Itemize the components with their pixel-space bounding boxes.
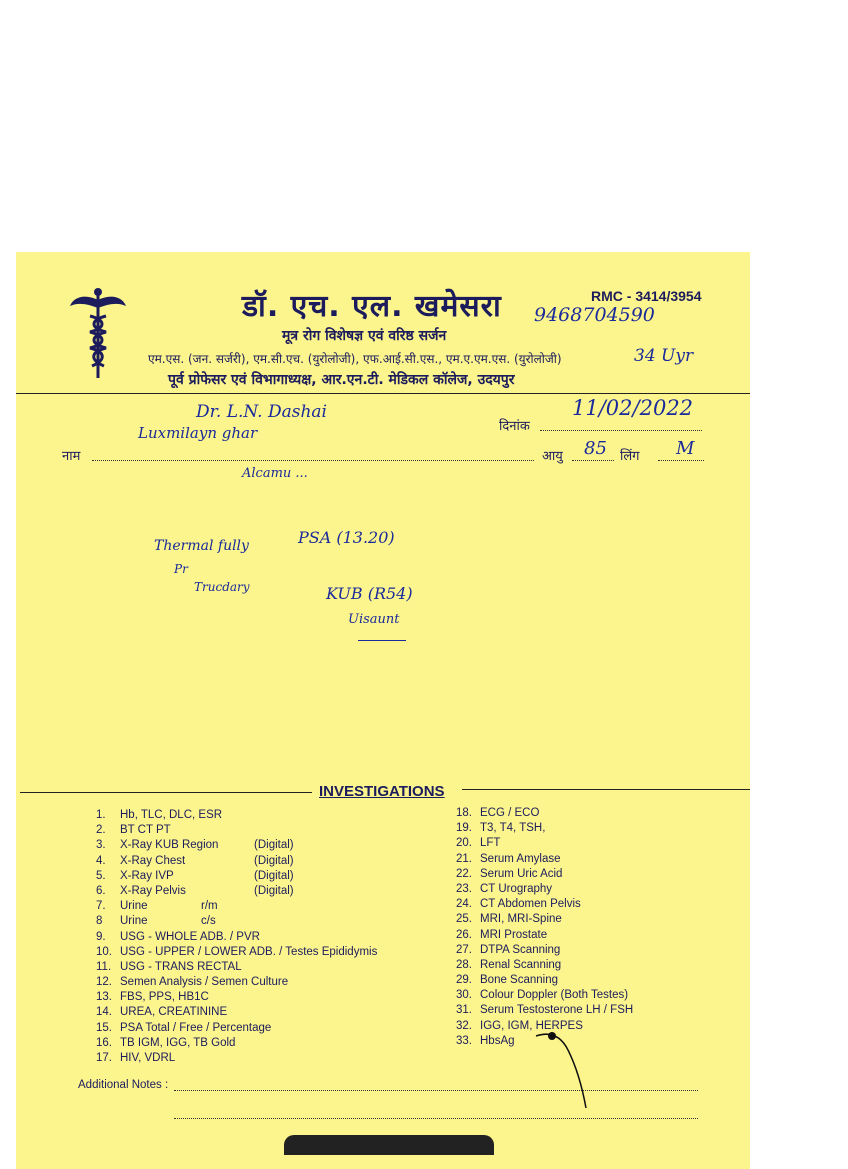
investigation-item [96, 869, 377, 884]
age-label: आयु [542, 449, 563, 464]
item-number: 19. [456, 822, 472, 835]
investigation-item [96, 884, 377, 899]
item-number: 17. [96, 1052, 112, 1064]
item-subtype: r/m [201, 900, 218, 913]
investigation-item [96, 945, 377, 960]
item-text: CT Urography [480, 882, 553, 895]
investigation-item [96, 975, 377, 990]
item-number: 14. [96, 1006, 112, 1019]
position: पूर्व प्रोफेसर एवं विभागाध्यक्ष, आर.एन.टी. मेडिकल कॉलेज, उदयपुर [168, 372, 515, 388]
item-number: 8 [96, 915, 103, 928]
name-label: नाम [62, 449, 81, 464]
item-number: 9. [96, 930, 106, 943]
item-text: Renal Scanning [480, 958, 562, 971]
handwritten-note-2: Pr [174, 562, 188, 576]
investigation-item [96, 930, 377, 945]
investigation-item [96, 1051, 377, 1066]
item-number: 12. [96, 976, 112, 989]
handwritten-address: Alcamu ... [242, 466, 308, 481]
handwritten-phone: 9468704590 [534, 304, 655, 326]
investigation-item [96, 899, 377, 914]
handwritten-note-1: Thermal fully [154, 538, 249, 554]
item-text: ECG / ECO [480, 807, 540, 819]
investigation-item [96, 914, 377, 929]
item-text: T3, T4, TSH, [480, 822, 546, 835]
investigation-item [96, 838, 377, 853]
investigation-item [96, 990, 377, 1005]
item-text: IGG, IGM, HERPES [480, 1019, 583, 1032]
item-text: X-Ray Pelvis [120, 884, 186, 897]
item-text: X-Ray KUB Region [120, 839, 219, 852]
item-digital-tag: (Digital) [254, 854, 294, 867]
bottom-strip [284, 1135, 494, 1155]
handwritten-patient-name: Luxmilayn ghar [138, 424, 258, 442]
caduceus-icon [68, 286, 128, 381]
item-text: X-Ray IVP [120, 869, 174, 882]
sex-label: लिंग [620, 449, 640, 464]
item-number: 28. [456, 958, 472, 971]
investigation-item [456, 897, 633, 912]
item-text: Urine [120, 915, 148, 928]
investigation-item [96, 854, 377, 869]
pen-mark [528, 1030, 598, 1110]
investigation-item [96, 1021, 377, 1036]
investigation-item [456, 943, 633, 958]
item-number: 30. [456, 989, 472, 1002]
item-number: 22. [456, 867, 472, 880]
investigations-rule-right [462, 789, 750, 790]
item-number: 33. [456, 1034, 472, 1047]
date-line [540, 430, 702, 431]
item-number: 18. [456, 807, 472, 819]
item-digital-tag: (Digital) [254, 839, 294, 852]
item-number: 21. [456, 852, 472, 865]
name-line [92, 460, 534, 461]
investigation-item [456, 867, 633, 882]
item-number: 10. [96, 945, 112, 958]
item-text: FBS, PPS, HB1C [120, 991, 209, 1004]
item-text: MRI Prostate [480, 928, 548, 941]
investigation-item [96, 1036, 377, 1051]
item-text: MRI, MRI-Spine [480, 913, 562, 926]
item-text: USG - TRANS RECTAL [120, 960, 242, 973]
item-number: 4. [96, 854, 106, 867]
doctor-name: डॉ. एच. एल. खमेसरा [242, 289, 502, 324]
handwritten-age: 85 [584, 438, 607, 459]
item-text: Urine [120, 900, 148, 913]
item-text: Colour Doppler (Both Testes) [480, 989, 629, 1002]
age-line [572, 460, 614, 461]
item-number: 20. [456, 837, 472, 850]
item-number: 7. [96, 900, 106, 913]
item-text: Serum Uric Acid [480, 867, 563, 880]
item-number: 13. [96, 991, 112, 1004]
item-subtype: c/s [201, 915, 216, 928]
handwritten-psa: PSA (13.20) [298, 528, 395, 547]
item-text: TB IGM, IGG, TB Gold [120, 1036, 236, 1049]
investigations-title: INVESTIGATIONS [319, 783, 445, 800]
item-number: 23. [456, 882, 472, 895]
date-label: दिनांक [499, 419, 530, 434]
investigation-item [456, 806, 633, 821]
item-text: DTPA Scanning [480, 943, 561, 956]
investigations-left-list [96, 808, 377, 1066]
item-text: HIV, VDRL [120, 1052, 176, 1064]
header-divider [16, 393, 750, 394]
item-digital-tag: (Digital) [254, 884, 294, 897]
notes-line-1[interactable] [174, 1090, 698, 1091]
item-number: 11. [96, 960, 112, 973]
handwritten-underline [358, 640, 406, 641]
item-number: 3. [96, 839, 106, 852]
item-number: 6. [96, 884, 106, 897]
item-text: UREA, CREATININE [120, 1006, 228, 1019]
item-number: 1. [96, 809, 106, 821]
item-number: 26. [456, 928, 472, 941]
handwritten-sex: M [676, 438, 695, 459]
item-text: HbsAg [480, 1034, 515, 1047]
investigation-item [456, 836, 633, 851]
prescription-sheet [16, 252, 750, 1169]
investigation-item [456, 958, 633, 973]
item-text: Serum Amylase [480, 852, 561, 865]
item-number: 31. [456, 1004, 472, 1017]
item-number: 27. [456, 943, 472, 956]
item-number: 15. [96, 1021, 112, 1034]
item-number: 29. [456, 974, 472, 987]
investigation-item [456, 973, 633, 988]
item-number: 24. [456, 898, 472, 911]
item-number: 5. [96, 869, 106, 882]
investigation-item [456, 852, 633, 867]
sex-line [658, 460, 704, 461]
item-text: BT CT PT [120, 824, 171, 837]
speciality: मूत्र रोग विशेषज्ञ एवं वरिष्ठ सर्जन [282, 328, 447, 344]
item-number: 25. [456, 913, 472, 926]
handwritten-kub: KUB (R54) [326, 584, 413, 603]
handwritten-date: 11/02/2022 [572, 396, 694, 420]
investigation-item [96, 808, 377, 823]
item-digital-tag: (Digital) [254, 869, 294, 882]
item-text: PSA Total / Free / Percentage [120, 1021, 272, 1034]
item-text: USG - WHOLE ADB. / PVR [120, 930, 260, 943]
handwritten-note-3: Trucdary [194, 580, 250, 594]
investigation-item [456, 928, 633, 943]
investigation-item [456, 882, 633, 897]
handwritten-referrer: Dr. L.N. Dashai [196, 402, 327, 422]
handwritten-usg: Uisaunt [348, 612, 400, 627]
investigation-item [456, 988, 633, 1003]
item-text: Hb, TLC, DLC, ESR [120, 809, 223, 821]
item-text: Semen Analysis / Semen Culture [120, 976, 289, 989]
additional-notes-label: Additional Notes : [78, 1079, 169, 1091]
item-text: Bone Scanning [480, 974, 559, 987]
investigations-rule-left [20, 792, 312, 793]
investigation-item [456, 821, 633, 836]
investigation-item [96, 960, 377, 975]
investigation-item [456, 1003, 633, 1018]
investigation-item [456, 912, 633, 927]
notes-line-2[interactable] [174, 1118, 698, 1119]
item-number: 2. [96, 824, 106, 837]
item-number: 32. [456, 1019, 472, 1032]
item-text: USG - UPPER / LOWER ADB. / Testes Epididymis [120, 945, 378, 958]
item-text: LFT [480, 837, 501, 850]
investigation-item [96, 1005, 377, 1020]
item-number: 16. [96, 1036, 112, 1049]
item-text: X-Ray Chest [120, 854, 186, 867]
investigation-item [96, 823, 377, 838]
rmc-number: RMC - 3414/3954 [591, 288, 702, 304]
item-text: Serum Testosterone LH / FSH [480, 1004, 634, 1017]
item-text: CT Abdomen Pelvis [480, 898, 581, 911]
qualifications: एम.एस. (जन. सर्जरी), एम.सी.एच. (युरोलोजी), एफ.आई.सी.एस., एम.ए.एम.एस. (युरोलोजी) [148, 352, 562, 366]
handwritten-qual-suffix: 34 Uyr [634, 346, 694, 366]
investigations-right-list [456, 806, 633, 1049]
